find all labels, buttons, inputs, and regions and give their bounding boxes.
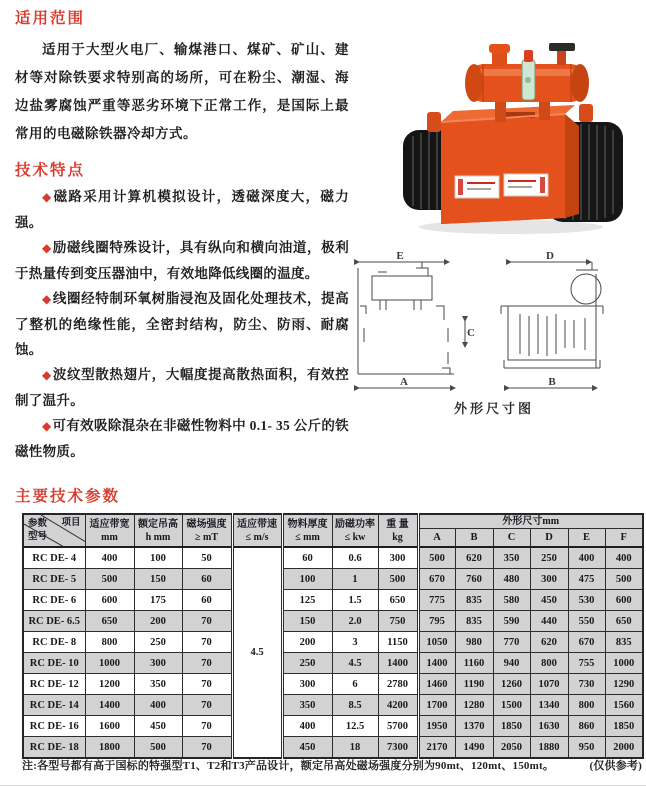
dim-col-header: C: [493, 529, 530, 548]
spec-table: [22, 513, 644, 759]
cell-excitation-power: 0.6: [332, 547, 378, 569]
features-list: [15, 184, 349, 464]
cell-belt-width: 1400: [85, 695, 134, 716]
cell-dim-E: 860: [568, 716, 605, 737]
cell-weight: 1400: [378, 653, 418, 674]
dim-col-header: A: [418, 529, 455, 548]
cell-belt-width: 1000: [85, 653, 134, 674]
cell-dim-F: 835: [605, 632, 643, 653]
col-header-line1: 励磁功率: [335, 518, 375, 530]
dim-col-header: F: [605, 529, 643, 548]
cell-excitation-power: 4.5: [332, 653, 378, 674]
cell-weight: 5700: [378, 716, 418, 737]
corner-header: [23, 514, 85, 547]
cell-model: RC DE- 8: [23, 632, 85, 653]
cell-dim-E: 550: [568, 611, 605, 632]
dim-label-B: B: [548, 376, 556, 388]
header-row-1: [23, 514, 643, 529]
cell-belt-width: 650: [85, 611, 134, 632]
footnote-right: (仅供参考): [589, 760, 642, 772]
corner-label-item: 项目: [61, 518, 81, 528]
cell-material-thickness: 125: [282, 590, 332, 611]
cell-rated-height: 250: [134, 632, 182, 653]
cell-belt-width: 600: [85, 590, 134, 611]
footnote: [22, 757, 642, 773]
cell-dim-F: 1850: [605, 716, 643, 737]
cell-dim-B: 1160: [455, 653, 493, 674]
cell-dim-A: 500: [418, 547, 455, 569]
cell-dim-A: 1050: [418, 632, 455, 653]
cell-dim-A: 1700: [418, 695, 455, 716]
col-header: [282, 514, 332, 547]
col-header: [134, 514, 182, 547]
cell-material-thickness: 200: [282, 632, 332, 653]
bullet-diamond-icon: ◆: [42, 292, 52, 306]
cell-belt-width: 500: [85, 569, 134, 590]
feature-item: ◆可有效吸除混杂在非磁性物料中 0.1- 35 公斤的铁磁性物质。: [15, 418, 349, 459]
cell-rated-height: 500: [134, 737, 182, 759]
cell-excitation-power: 1: [332, 569, 378, 590]
cell-dim-D: 620: [530, 632, 568, 653]
product-photo: [383, 8, 641, 240]
cell-rated-height: 450: [134, 716, 182, 737]
cell-rated-height: 350: [134, 674, 182, 695]
cell-dim-A: 1400: [418, 653, 455, 674]
col-header-line1: 磁场强度: [186, 518, 227, 530]
col-header: [378, 514, 418, 547]
cell-dim-D: 440: [530, 611, 568, 632]
corner-label-model: 型号: [28, 531, 48, 542]
col-header-line1: 额定吊高: [138, 518, 178, 530]
top-bracket: [549, 43, 575, 65]
col-header: [182, 514, 232, 547]
cell-weight: 650: [378, 590, 418, 611]
col-header-line2: ≥ mT: [195, 531, 218, 543]
cell-field-strength: 60: [182, 569, 232, 590]
table-row: [23, 632, 643, 653]
cell-dim-D: 450: [530, 590, 568, 611]
cell-dim-E: 730: [568, 674, 605, 695]
cell-dim-C: 1260: [493, 674, 530, 695]
feature-item: ◆磁路采用计算机模拟设计，透磁深度大，磁力强。: [15, 189, 350, 230]
feature-item: ◆线圈经特制环氧树脂浸泡及固化处理技术，提高了整机的绝缘性能，全密封结构，防尘、防雨、耐腐蚀。: [15, 291, 349, 357]
cell-dim-F: 2000: [605, 737, 643, 759]
cell-excitation-power: 12.5: [332, 716, 378, 737]
col-header-line2: mm: [101, 531, 118, 543]
filler-cap: [489, 44, 510, 66]
cell-excitation-power: 1.5: [332, 590, 378, 611]
nameplate-left: [455, 176, 499, 198]
lug-right: [579, 104, 593, 122]
cell-field-strength: 70: [182, 737, 232, 759]
cell-field-strength: 70: [182, 716, 232, 737]
figure-caption: 外形尺寸图: [453, 401, 534, 416]
table-row: [23, 674, 643, 695]
col-header: [232, 514, 282, 547]
cell-dim-E: 950: [568, 737, 605, 759]
table-row: [23, 569, 643, 590]
cell-dim-B: 835: [455, 590, 493, 611]
cell-field-strength: 70: [182, 695, 232, 716]
dim-col-header: D: [530, 529, 568, 548]
col-header-line1: 物料厚度: [287, 518, 328, 530]
col-header: [85, 514, 134, 547]
cell-dim-D: 300: [530, 569, 568, 590]
spec-table-wrap: [22, 513, 644, 759]
bullet-diamond-icon: ◆: [42, 368, 52, 382]
cell-rated-height: 200: [134, 611, 182, 632]
col-header-line2: ≤ kw: [344, 531, 366, 543]
cell-dim-A: 670: [418, 569, 455, 590]
cell-field-strength: 60: [182, 590, 232, 611]
cell-dim-E: 755: [568, 653, 605, 674]
cell-rated-height: 150: [134, 569, 182, 590]
separator-body: [441, 105, 579, 224]
cell-belt-width: 400: [85, 547, 134, 569]
cell-field-strength: 70: [182, 632, 232, 653]
tank-leg-left: [495, 100, 506, 122]
cell-model: RC DE- 10: [23, 653, 85, 674]
cell-weight: 500: [378, 569, 418, 590]
col-header-line1: 适应带宽: [89, 518, 130, 530]
cell-excitation-power: 2.0: [332, 611, 378, 632]
cell-weight: 750: [378, 611, 418, 632]
col-header-line2: ≤ mm: [295, 531, 320, 543]
cell-dim-D: 250: [530, 547, 568, 569]
dim-label-A: A: [400, 376, 408, 388]
cell-rated-height: 100: [134, 547, 182, 569]
cell-model: RC DE- 14: [23, 695, 85, 716]
cell-field-strength: 70: [182, 611, 232, 632]
cell-dim-C: 940: [493, 653, 530, 674]
cell-belt-width: 800: [85, 632, 134, 653]
cell-model: RC DE- 6: [23, 590, 85, 611]
cell-weight: 7300: [378, 737, 418, 759]
cell-material-thickness: 100: [282, 569, 332, 590]
cell-dim-A: 795: [418, 611, 455, 632]
cell-dim-A: 775: [418, 590, 455, 611]
params-section: [15, 484, 631, 514]
cell-dim-F: 400: [605, 547, 643, 569]
cell-field-strength: 70: [182, 674, 232, 695]
scope-paragraph: 适用于大型火电厂、输煤港口、煤矿、矿山、建材等对除铁要求特别高的场所，可在粉尘、潮湿、海边盐雾腐蚀严重等恶劣环境下正常工作，是国际上最常用的电磁除铁器冷却方式。: [15, 42, 349, 141]
cell-weight: 1150: [378, 632, 418, 653]
cell-dim-B: 1370: [455, 716, 493, 737]
cell-material-thickness: 150: [282, 611, 332, 632]
bullet-diamond-icon: ◆: [42, 419, 52, 433]
dimension-drawing: [344, 248, 644, 394]
cell-dim-F: 500: [605, 569, 643, 590]
scope-heading: 适用范围: [15, 10, 86, 27]
cell-excitation-power: 8.5: [332, 695, 378, 716]
feature-item: ◆波纹型散热翅片，大幅度提高散热面积，有效控制了温升。: [15, 367, 349, 408]
cell-material-thickness: 350: [282, 695, 332, 716]
cell-weight: 4200: [378, 695, 418, 716]
dim-label-D: D: [546, 250, 554, 262]
cell-dim-F: 1000: [605, 653, 643, 674]
col-header-line1: 适应带速: [237, 518, 277, 530]
cell-dim-B: 1190: [455, 674, 493, 695]
cell-field-strength: 70: [182, 653, 232, 674]
valve: [522, 50, 535, 100]
cell-dim-D: 1070: [530, 674, 568, 695]
cell-dim-A: 1950: [418, 716, 455, 737]
cell-model: RC DE- 4: [23, 547, 85, 569]
cell-dim-F: 600: [605, 590, 643, 611]
front-view: [358, 262, 465, 388]
cell-belt-width: 1200: [85, 674, 134, 695]
cell-dim-E: 670: [568, 632, 605, 653]
cell-excitation-power: 3: [332, 632, 378, 653]
cell-rated-height: 175: [134, 590, 182, 611]
col-header-line2: h mm: [145, 531, 171, 543]
cell-dim-F: 650: [605, 611, 643, 632]
cell-weight: 2780: [378, 674, 418, 695]
cell-dim-E: 400: [568, 547, 605, 569]
cell-dim-E: 530: [568, 590, 605, 611]
col-header-line2: kg: [392, 531, 403, 543]
cell-dim-F: 1290: [605, 674, 643, 695]
cell-dim-D: 800: [530, 653, 568, 674]
cell-dim-B: 620: [455, 547, 493, 569]
feature-item: ◆励磁线圈特殊设计，具有纵向和横向油道，极利于热量传到变压器油中，有效地降低线圈的温度。: [15, 240, 349, 281]
cell-weight: 300: [378, 547, 418, 569]
cell-dim-C: 350: [493, 547, 530, 569]
cell-belt-width: 1600: [85, 716, 134, 737]
dim-label-C: C: [467, 327, 475, 339]
cell-belt-speed-merged: 4.5: [232, 547, 282, 758]
table-row: [23, 590, 643, 611]
cell-dim-C: 1850: [493, 716, 530, 737]
table-row: [23, 695, 643, 716]
cell-material-thickness: 60: [282, 547, 332, 569]
cell-dim-D: 1880: [530, 737, 568, 759]
lug-left: [427, 112, 441, 132]
cell-dim-B: 760: [455, 569, 493, 590]
table-row: [23, 653, 643, 674]
dims-group-header: 外形尺寸mm: [418, 514, 643, 529]
cell-dim-E: 800: [568, 695, 605, 716]
cell-dim-C: 1500: [493, 695, 530, 716]
cell-material-thickness: 450: [282, 737, 332, 759]
cell-dim-C: 580: [493, 590, 530, 611]
col-header-line2: ≤ m/s: [245, 531, 269, 543]
cell-dim-C: 590: [493, 611, 530, 632]
cell-dim-B: 835: [455, 611, 493, 632]
dim-label-E: E: [396, 250, 404, 262]
bullet-diamond-icon: ◆: [42, 241, 52, 255]
dim-col-header: B: [455, 529, 493, 548]
footnote-text: 注:各型号都有高于国标的特强型T1、T2和T3产品设计，额定吊高处磁场强度分别为90mt、120mt、150mt。: [22, 760, 555, 772]
cell-dim-A: 2170: [418, 737, 455, 759]
table-row: [23, 547, 643, 569]
nameplate-right: [504, 174, 548, 196]
cell-dim-A: 1460: [418, 674, 455, 695]
cell-dim-F: 1560: [605, 695, 643, 716]
cell-model: RC DE- 18: [23, 737, 85, 759]
cell-rated-height: 400: [134, 695, 182, 716]
cell-field-strength: 50: [182, 547, 232, 569]
cell-model: RC DE- 6.5: [23, 611, 85, 632]
cell-dim-B: 980: [455, 632, 493, 653]
cell-dim-D: 1630: [530, 716, 568, 737]
side-view: [501, 262, 603, 388]
cell-model: RC DE- 16: [23, 716, 85, 737]
cell-dim-C: 770: [493, 632, 530, 653]
table-row: [23, 611, 643, 632]
cell-excitation-power: 18: [332, 737, 378, 759]
cell-material-thickness: 400: [282, 716, 332, 737]
cell-material-thickness: 300: [282, 674, 332, 695]
cell-dim-B: 1490: [455, 737, 493, 759]
cell-excitation-power: 6: [332, 674, 378, 695]
table-row: [23, 737, 643, 759]
col-header: [332, 514, 378, 547]
cell-belt-width: 1800: [85, 737, 134, 759]
cell-dim-C: 2050: [493, 737, 530, 759]
params-heading: 主要技术参数: [15, 488, 121, 505]
cell-dim-D: 1340: [530, 695, 568, 716]
col-header-line1: 重 量: [386, 518, 409, 530]
text-column: [15, 6, 349, 464]
dim-col-header: E: [568, 529, 605, 548]
corner-label-param: 参数: [28, 519, 48, 529]
cell-dim-B: 1280: [455, 695, 493, 716]
cell-rated-height: 300: [134, 653, 182, 674]
table-row: [23, 716, 643, 737]
features-heading: 技术特点: [15, 162, 86, 179]
cell-dim-E: 475: [568, 569, 605, 590]
cell-dim-C: 480: [493, 569, 530, 590]
cell-model: RC DE- 5: [23, 569, 85, 590]
cell-model: RC DE- 12: [23, 674, 85, 695]
cell-material-thickness: 250: [282, 653, 332, 674]
bullet-diamond-icon: ◆: [42, 190, 53, 204]
